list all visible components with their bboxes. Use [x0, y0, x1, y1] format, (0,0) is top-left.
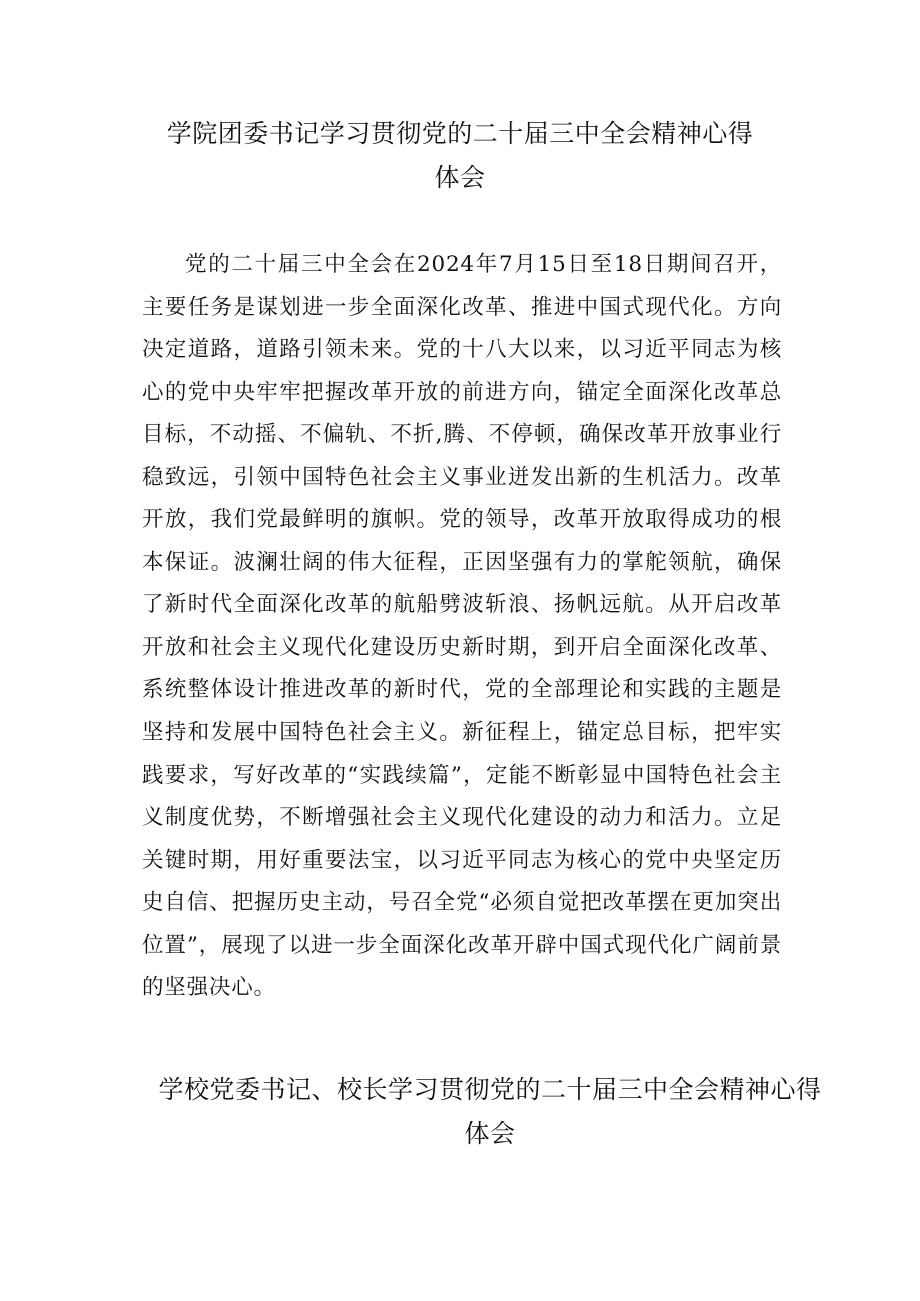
body-paragraph: 党的二十届三中全会在2024年7月15日至18日期间召开，主要任务是谋划进一步全面深化改革、推进中国式现代化。方向决定道路，道路引领未来。党的十八大以来，以习近平同志为核心的党中央牢牢把握改革开放的前进方向，锚定全面深化改革总目标，不动摇、不偏轨、不折,腾、不停顿，确保改革开放事业行稳致远，引领中国特色社会主义事业迸发出新的生机活力。改革开放，我们党最鲜明的旗帜。党的领导，改革开放取得成功的根本保证。波澜壮阔的伟大征程，正因坚强有力的掌舵领航，确保了新时代全面深化改革的航船劈波斩浪、扬帆远航。从开启改革开放和社会主义现代化建设历史新时期，到开启全面深化改革、系统整体设计推进改革的新时代，党的全部理论和实践的主题是坚持和发展中国特色社会主义。新征程上，锚定总目标，把牢实践要求，写好改革的“实践续篇”，定能不断彰显中国特色社会主义制度优势，不断增强社会主义现代化建设的动力和活力。立足关键时期，用好重要法宝，以习近平同志为核心的党中央坚定历史自信、把握历史主动，号召全党“必须自觉把改革摆在更加突出位置”，展现了以进一步全面深化改革开辟中国式现代化广阔前景的坚强决心。 [142, 252, 782, 1001]
next-section-title-line-1: 学校党委书记、校长学习贯彻党的二十届三中全会精神心得 [158, 1075, 822, 1104]
next-section-title-line-2: 体会 [464, 1119, 516, 1148]
section-title-line-2: 体会 [434, 163, 486, 192]
section-title-line-1: 学院团委书记学习贯彻党的二十届三中全会精神心得 [166, 119, 754, 148]
next-section-title [150, 1068, 830, 1156]
section-title [120, 112, 800, 200]
